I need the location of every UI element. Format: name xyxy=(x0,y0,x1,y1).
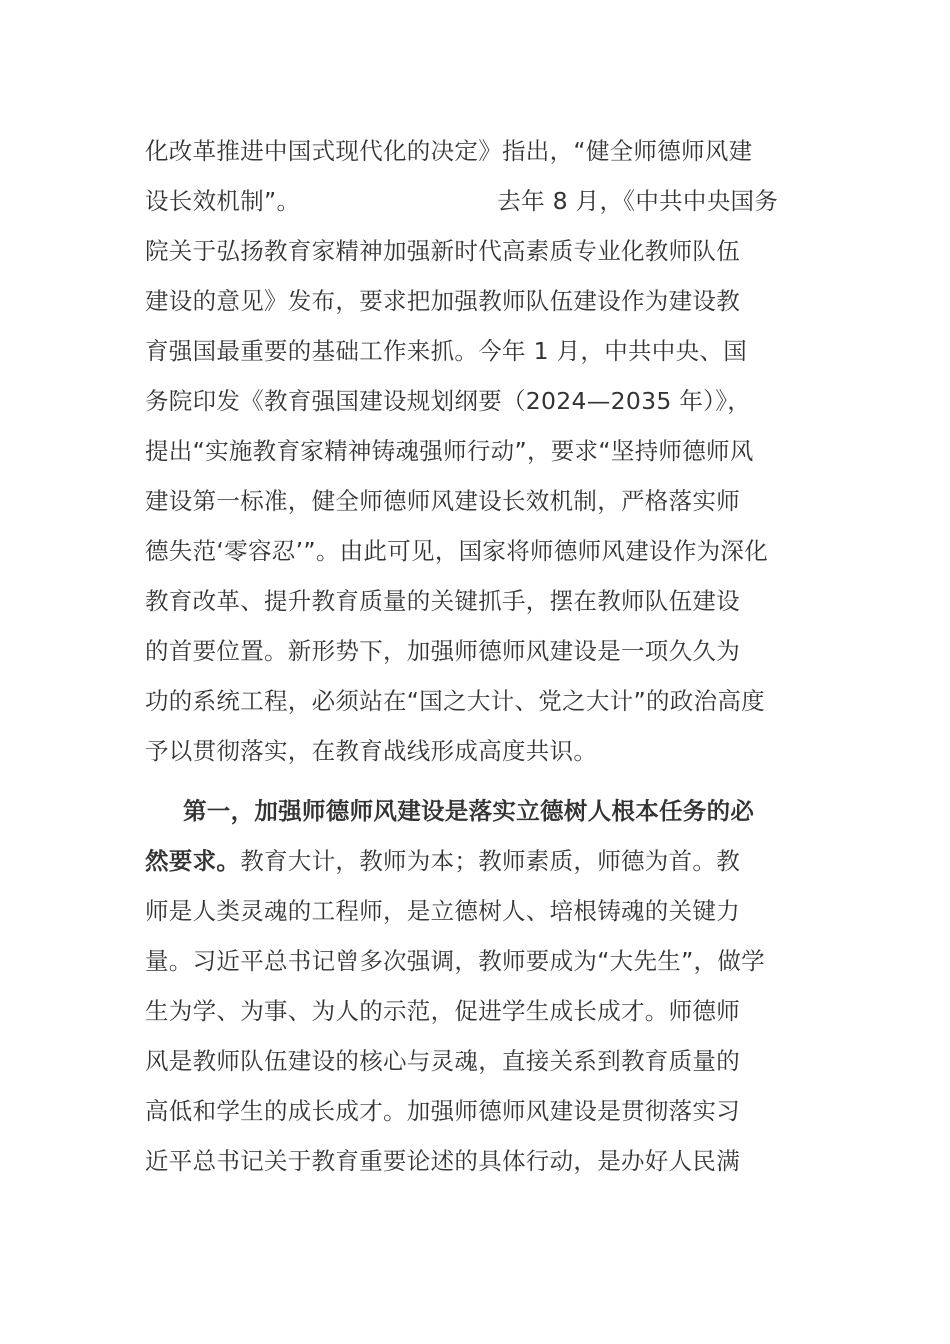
text-segment: 设长效机制”。 xyxy=(145,187,301,215)
text-line: 风是教师队伍建设的核心与灵魂，直接关系到教育质量的 xyxy=(145,1047,740,1075)
text-segment: 去年 8 月，《中共中央国务 xyxy=(497,187,779,215)
text-line: 建设第一标准，健全师德师风建设长效机制，严格落实师 xyxy=(145,487,740,515)
text-line: 务院印发《教育强国建设规划纲要（2024—2035 年）》， xyxy=(145,387,752,415)
text-line: 化改革推进中国式现代化的决定》指出，“健全师德师风建 xyxy=(145,137,753,165)
text-line: 的首要位置。新形势下，加强师德师风建设是一项久久为 xyxy=(145,637,740,665)
text-line: 院关于弘扬教育家精神加强新时代高素质专业化教师队伍 xyxy=(145,237,740,265)
text-segment: 教育大计，教师为本；教师素质，师德为首。教 xyxy=(240,847,741,875)
text-line: 功的系统工程，必须站在“国之大计、党之大计”的政治高度 xyxy=(145,687,765,715)
text-line: 提出“实施教育家精神铸魂强师行动”，要求“坚持师德师风 xyxy=(145,437,754,465)
text-line xyxy=(145,836,845,886)
text-line xyxy=(145,176,845,226)
text-line: 近平总书记关于教育重要论述的具体行动，是办好人民满 xyxy=(145,1147,740,1175)
section-heading: 第一，加强师德师风建设是落实立德树人根本任务的必 xyxy=(183,797,755,825)
text-line: 育强国最重要的基础工作来抓。今年 1 月，中共中央、国 xyxy=(145,337,747,365)
paragraph-2 xyxy=(145,786,845,1186)
paragraph-1 xyxy=(145,126,845,776)
text-line: 建设的意见》发布，要求把加强教师队伍建设作为建设教 xyxy=(145,287,740,315)
text-line: 予以贯彻落实，在教育战线形成高度共识。 xyxy=(145,737,598,765)
section-heading-end: 然要求。 xyxy=(145,847,241,875)
text-line: 教育改革、提升教育质量的关键抓手，摆在教师队伍建设 xyxy=(145,587,740,615)
text-line: 生为学、为事、为人的示范，促进学生成长成才。师德师 xyxy=(145,997,740,1025)
text-line: 量。习近平总书记曾多次强调，教师要成为“大先生”，做学 xyxy=(145,947,765,975)
text-line: 德失范‘零容忍’”。由此可见，国家将师德师风建设作为深化 xyxy=(145,537,769,565)
text-line: 高低和学生的成长成才。加强师德师风建设是贯彻落实习 xyxy=(145,1097,740,1125)
text-line: 师是人类灵魂的工程师，是立德树人、培根铸魂的关键力 xyxy=(145,897,740,925)
